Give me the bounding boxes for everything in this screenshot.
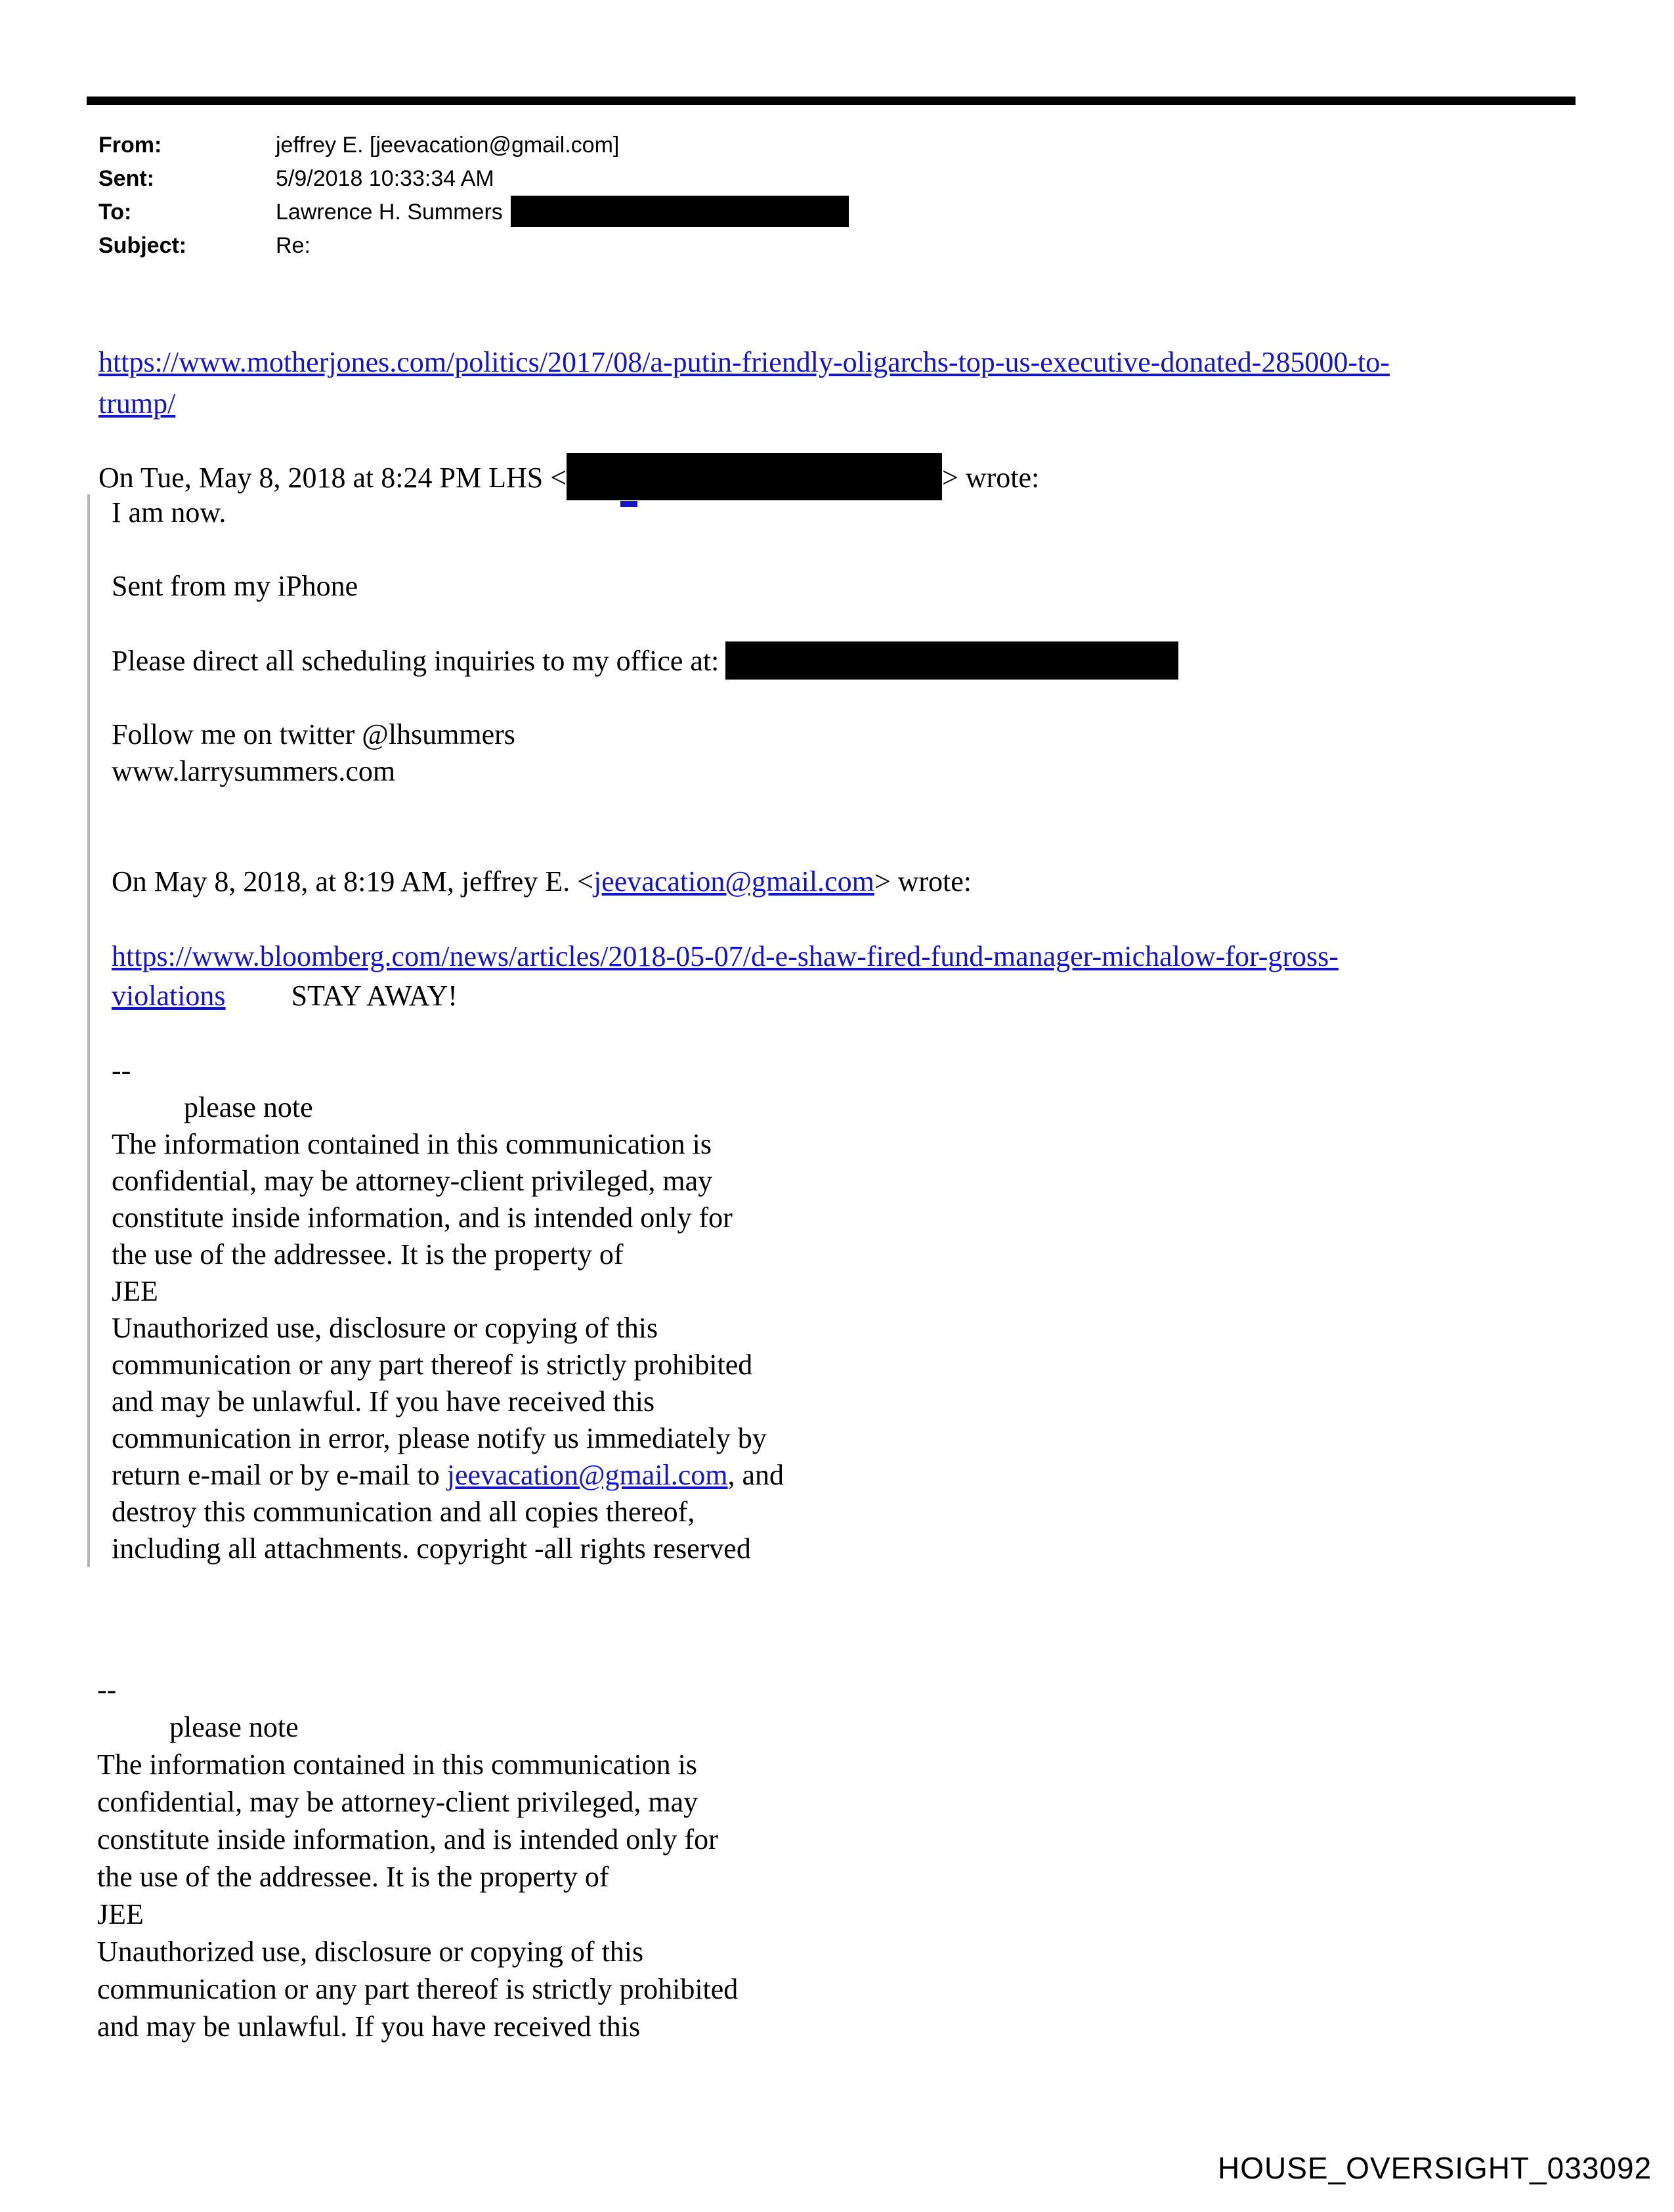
- bloomberg-article-link: [112, 937, 1582, 1016]
- blank-line: [112, 790, 1582, 827]
- blank-line: [112, 531, 1582, 568]
- disclaimer-line: The information contained in this communication is: [112, 1128, 712, 1160]
- disclaimer-l10-prefix: return e-mail or by e-mail to: [112, 1459, 447, 1491]
- jeevacation-email-link[interactable]: jeevacation@gmail.com: [446, 1459, 728, 1491]
- email-header: [98, 129, 849, 263]
- quoted-message-block: [87, 494, 1582, 1567]
- from-value: jeffrey E. [jeevacation@gmail.com]: [276, 133, 620, 158]
- disclaimer-line: Unauthorized use, disclosure or copying of this: [112, 1312, 658, 1344]
- disclaimer-line: The information contained in this communication is: [97, 1748, 698, 1781]
- disclaimer-line: and may be unlawful. If you have received this: [112, 1385, 655, 1418]
- reply-may-prefix: On May 8, 2018, at 8:19 AM, jeffrey E. <: [112, 865, 594, 898]
- bates-stamp: HOUSE_OVERSIGHT_033092: [1218, 2151, 1652, 2185]
- disclaimer-line: communication or any part thereof is strictly prohibited: [112, 1349, 753, 1381]
- disclaimer-line: communication or any part thereof is strictly prohibited: [97, 1973, 739, 2005]
- disclaimer-line: confidential, may be attorney-client privileged, may: [97, 1786, 698, 1818]
- disclaimer-line-with-link: [112, 1457, 1582, 1494]
- disclaimer-line: destroy this communication and all copies thereof,: [112, 1496, 695, 1528]
- disclaimer-line: Unauthorized use, disclosure or copying of this: [97, 1936, 644, 1968]
- reply-tue-suffix: > wrote:: [942, 462, 1040, 494]
- disclaimer-line: the use of the addressee. It is the property of: [112, 1238, 624, 1270]
- subject-label: Subject:: [98, 233, 187, 258]
- disclaimer-line: and may be unlawful. If you have received this: [97, 2010, 641, 2043]
- reply-attribution-tue: [98, 453, 1039, 500]
- sent-from-iphone-signature: Sent from my iPhone: [112, 570, 358, 602]
- blank-line: [112, 900, 1582, 937]
- header-divider-rule: [87, 97, 1576, 105]
- disclaimer-line: JEE: [112, 1275, 158, 1307]
- motherjones-link-line1[interactable]: https://www.motherjones.com/politics/2017/08/a-putin-friendly-oligarchs-top-us-executive-donated-285000-to-: [98, 346, 1390, 378]
- redaction-bar-sender-email: [567, 453, 942, 500]
- twitter-line: Follow me on twitter @lhsummers: [112, 718, 515, 750]
- please-note-line: please note: [184, 1091, 313, 1123]
- from-label: From:: [98, 133, 162, 158]
- blank-line: [112, 827, 1582, 863]
- blank-line: [112, 680, 1582, 716]
- reply-attribution-may: [112, 863, 1582, 900]
- redaction-bar-office-contact: [725, 641, 1178, 680]
- to-recipient-name: Lawrence H. Summers: [276, 200, 503, 225]
- please-note-line: please note: [169, 1711, 299, 1743]
- scheduling-text: Please direct all scheduling inquiries to my office at:: [112, 645, 719, 677]
- motherjones-link-line2[interactable]: trump/: [98, 387, 176, 420]
- disclaimer-line: constitute inside information, and is intended only for: [112, 1202, 733, 1234]
- to-value: [276, 196, 849, 229]
- disclaimer-line: JEE: [97, 1898, 144, 1930]
- disclaimer-line: constitute inside information, and is intended only for: [97, 1823, 718, 1855]
- disclaimer-line: the use of the addressee. It is the property of: [97, 1861, 609, 1893]
- reply-may-suffix: > wrote:: [874, 865, 972, 898]
- disclaimer-line: confidential, may be attorney-client privileged, may: [112, 1165, 713, 1197]
- disclaimer-line: including all attachments. copyright -all rights reserved: [112, 1532, 751, 1565]
- redaction-bar-to-address: [511, 196, 849, 227]
- reply-tue-prefix: On Tue, May 8, 2018 at 8:24 PM LHS <: [98, 462, 567, 494]
- header-row-from: [98, 129, 849, 162]
- motherjones-article-link: [98, 341, 1608, 424]
- disclaimer-l10-suffix: , and: [727, 1459, 784, 1491]
- jeevacation-email-link[interactable]: jeevacation@gmail.com: [593, 865, 874, 898]
- to-label: To:: [98, 200, 132, 225]
- blank-line: [112, 605, 1582, 641]
- sent-label: Sent:: [98, 166, 154, 191]
- header-row-to: [98, 196, 849, 229]
- quoted-reply-text: I am now.: [112, 496, 226, 529]
- bloomberg-link-line1[interactable]: https://www.bloomberg.com/news/articles/2018-05-07/d-e-shaw-fired-fund-manager-michalow-for-gross-: [112, 940, 1339, 972]
- blank-line: [112, 1016, 1582, 1052]
- bloomberg-link-line2[interactable]: violations: [112, 980, 226, 1012]
- disclaimer-line: communication in error, please notify us immediately by: [112, 1422, 767, 1454]
- subject-value: Re:: [276, 233, 311, 258]
- signature-dashes: --: [97, 1674, 117, 1706]
- header-row-sent: [98, 162, 849, 196]
- sent-value: 5/9/2018 10:33:34 AM: [276, 166, 494, 191]
- scheduling-line: [112, 641, 1582, 680]
- signature-dashes: --: [112, 1054, 131, 1087]
- stay-away-text: STAY AWAY!: [291, 980, 458, 1012]
- website-line: www.larrysummers.com: [112, 755, 396, 787]
- outer-signature-disclaimer: [97, 1671, 738, 2045]
- header-row-subject: [98, 229, 849, 263]
